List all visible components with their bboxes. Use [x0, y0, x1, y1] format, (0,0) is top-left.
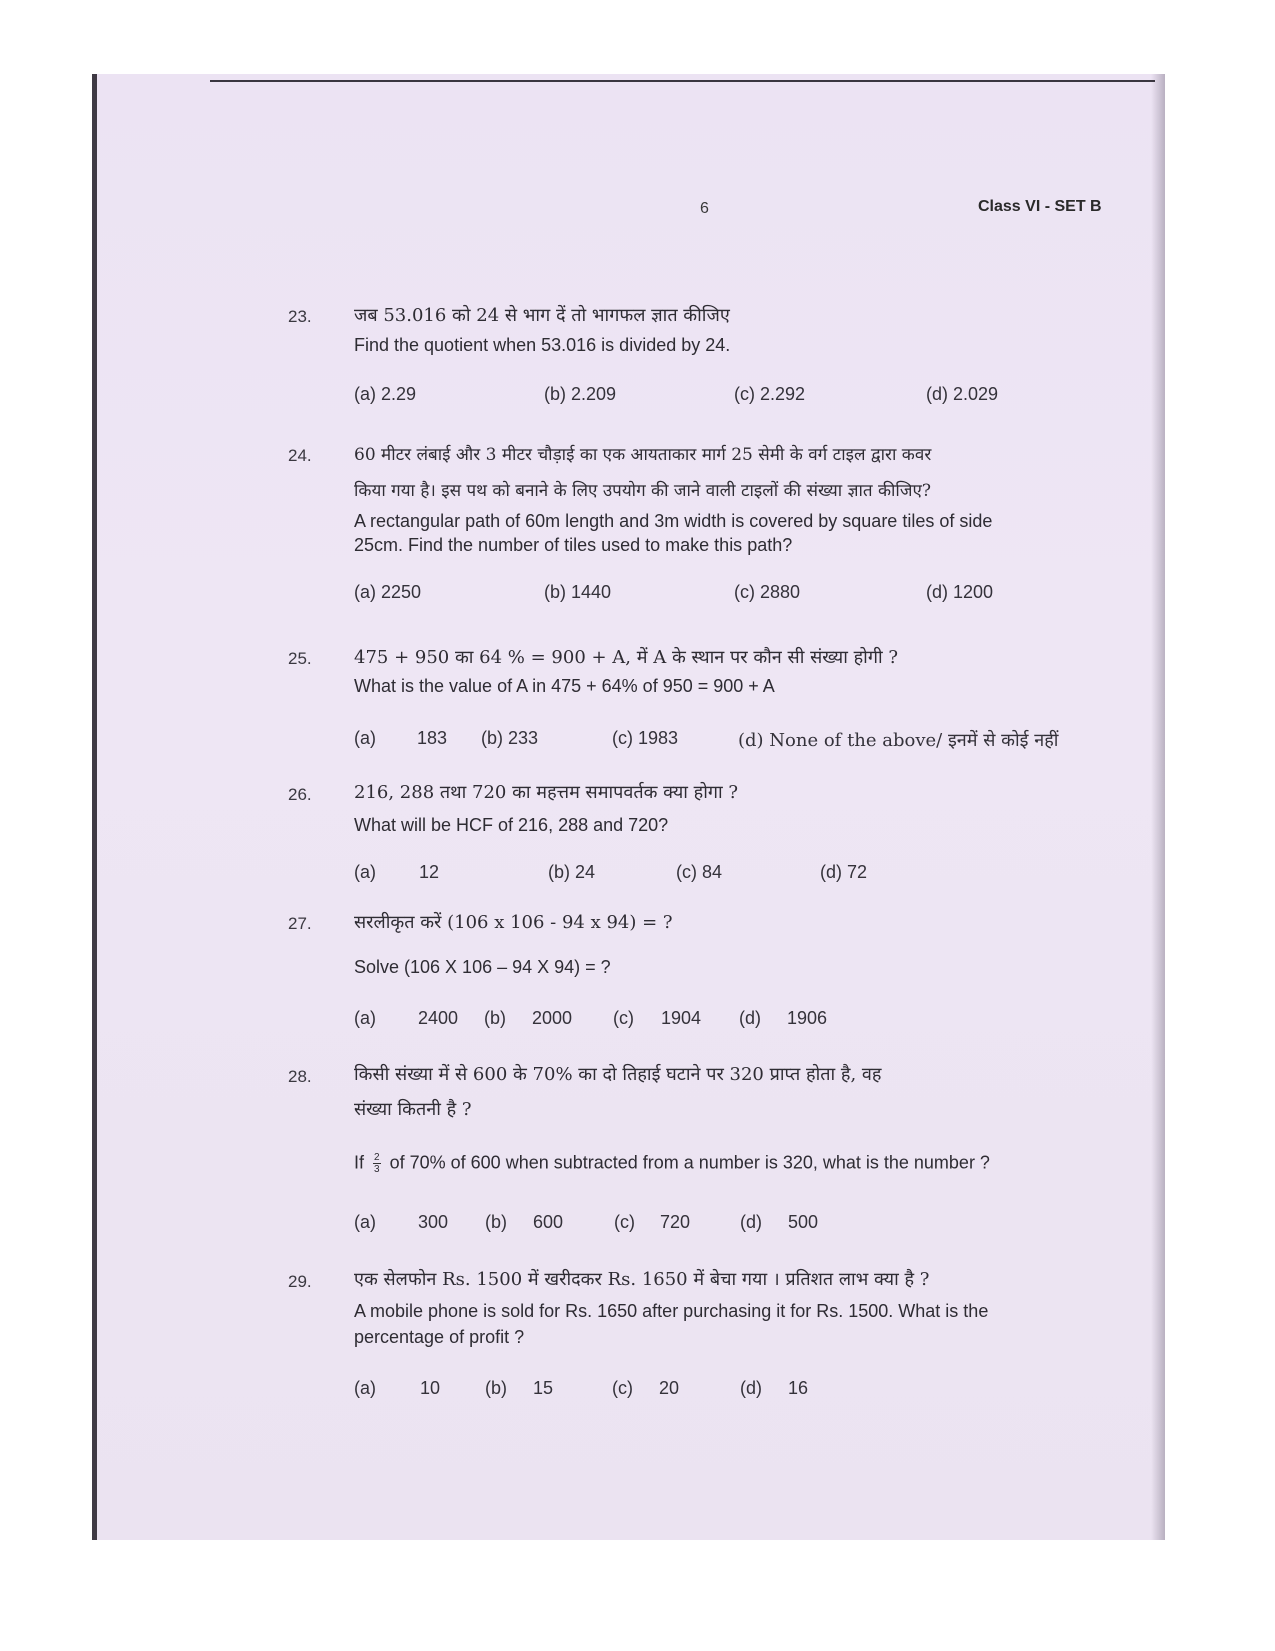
option-a-value: 10	[420, 1378, 441, 1398]
question-hindi-text: किसी संख्या में से 600 के 70% का दो तिहाई घटाने पर 320 प्राप्त होता है, वह	[354, 1064, 882, 1085]
option-b-value: 15	[533, 1378, 554, 1398]
option-b: (b)	[485, 1378, 507, 1398]
option-c: (c) 2880	[734, 582, 801, 602]
question-number: 26.	[288, 785, 312, 804]
question-english-text: percentage of profit ?	[354, 1327, 525, 1347]
option-b: (b) 24	[548, 862, 596, 882]
question-hindi-text: सरलीकृत करें (106 x 106 - 94 x 94) = ?	[354, 912, 673, 933]
question-number: 27.	[288, 914, 312, 933]
option-b-value: 2000	[532, 1008, 573, 1028]
question-hindi-text: 60 मीटर लंबाई और 3 मीटर चौड़ाई का एक आयताकार मार्ग 25 सेमी के वर्ग टाइल द्वारा कवर	[354, 445, 932, 465]
option-d: (d) 1200	[926, 582, 994, 602]
question-number: 28.	[288, 1067, 312, 1086]
option-d: (d)	[740, 1212, 762, 1232]
option-c: (c)	[614, 1212, 635, 1232]
question-english-text: Solve (106 X 106 – 94 X 94) = ?	[354, 957, 611, 977]
option-c: (c) 84	[676, 862, 723, 882]
option-a: (a) 2.29	[354, 384, 417, 404]
question-english-text: What will be HCF of 216, 288 and 720?	[354, 815, 669, 835]
option-d-value: 1906	[787, 1008, 828, 1028]
question-hindi-text: जब 53.016 को 24 से भाग दें तो भागफल ज्ञात कीजिए	[354, 305, 730, 326]
question-english-text: A rectangular path of 60m length and 3m width is covered by square tiles of side	[354, 511, 993, 531]
question-english-text	[354, 1152, 990, 1175]
option-c: (c) 1983	[612, 728, 679, 748]
question-hindi-text: 475 + 950 का 64 % = 900 + A, में A के स्थान पर कौन सी संख्या होगी ?	[354, 647, 898, 668]
question-hindi-text: संख्या कितनी है ?	[354, 1099, 472, 1120]
question-english-text: 25cm. Find the number of tiles used to make this path?	[354, 535, 793, 555]
question-hindi-text: 216, 288 तथा 720 का महत्तम समापवर्तक क्या होगा ?	[354, 782, 739, 803]
option-d: (d)	[739, 1008, 761, 1028]
option-b: (b)	[484, 1008, 506, 1028]
option-d: (d) 2.029	[926, 384, 999, 404]
option-d: (d) None of the above/ इनमें से कोई नहीं	[738, 730, 1059, 751]
fraction	[373, 1152, 381, 1175]
option-a-value: 2400	[418, 1008, 459, 1028]
option-b: (b) 1440	[544, 582, 612, 602]
option-a-value: 300	[418, 1212, 449, 1232]
question-english-text: Find the quotient when 53.016 is divided by 24.	[354, 335, 731, 355]
option-a-value: 183	[417, 728, 448, 748]
question-number: 29.	[288, 1272, 312, 1291]
option-b: (b)	[485, 1212, 507, 1232]
option-c-value: 720	[660, 1212, 691, 1232]
question-number: 24.	[288, 446, 312, 465]
option-b: (b) 233	[481, 728, 539, 748]
option-b: (b) 2.209	[544, 384, 617, 404]
option-a: (a) 2250	[354, 582, 422, 602]
option-c: (c) 2.292	[734, 384, 806, 404]
question-english-text: A mobile phone is sold for Rs. 1650 after purchasing it for Rs. 1500. What is the	[354, 1301, 989, 1321]
set-label: Class VI - SET B	[978, 198, 1102, 215]
question-hindi-text: एक सेलफोन Rs. 1500 में खरीदकर Rs. 1650 में बेचा गया । प्रतिशत लाभ क्या है ?	[354, 1269, 930, 1290]
question-english-prefix: If	[354, 1152, 365, 1173]
option-d: (d) 72	[820, 862, 868, 882]
option-d-value: 500	[788, 1212, 819, 1232]
option-d-value: 16	[788, 1378, 809, 1398]
option-a: (a)	[354, 728, 376, 748]
question-english-text: What is the value of A in 475 + 64% of 950 = 900 + A	[354, 676, 775, 696]
option-a: (a)	[354, 1378, 376, 1398]
option-c: (c)	[612, 1378, 633, 1398]
question-english-suffix: of 70% of 600 when subtracted from a number is 320, what is the number ?	[389, 1152, 990, 1173]
fraction-numerator: 2	[374, 1152, 380, 1163]
question-number: 25.	[288, 649, 312, 668]
page-number: 6	[700, 200, 709, 217]
option-c: (c)	[613, 1008, 634, 1028]
option-a: (a)	[354, 862, 376, 882]
option-d: (d)	[740, 1378, 762, 1398]
page-edge-shadow	[1151, 74, 1165, 1540]
fraction-denominator: 3	[374, 1164, 380, 1175]
option-a: (a)	[354, 1212, 376, 1232]
header-rule	[210, 80, 1155, 82]
question-hindi-text: किया गया है। इस पथ को बनाने के लिए उपयोग की जाने वाली टाइलों की संख्या ज्ञात कीजिए?	[354, 481, 931, 501]
option-b-value: 600	[533, 1212, 564, 1232]
option-c-value: 20	[659, 1378, 680, 1398]
option-c-value: 1904	[661, 1008, 702, 1028]
option-a-value: 12	[419, 862, 440, 882]
question-number: 23.	[288, 307, 312, 326]
option-a: (a)	[354, 1008, 376, 1028]
